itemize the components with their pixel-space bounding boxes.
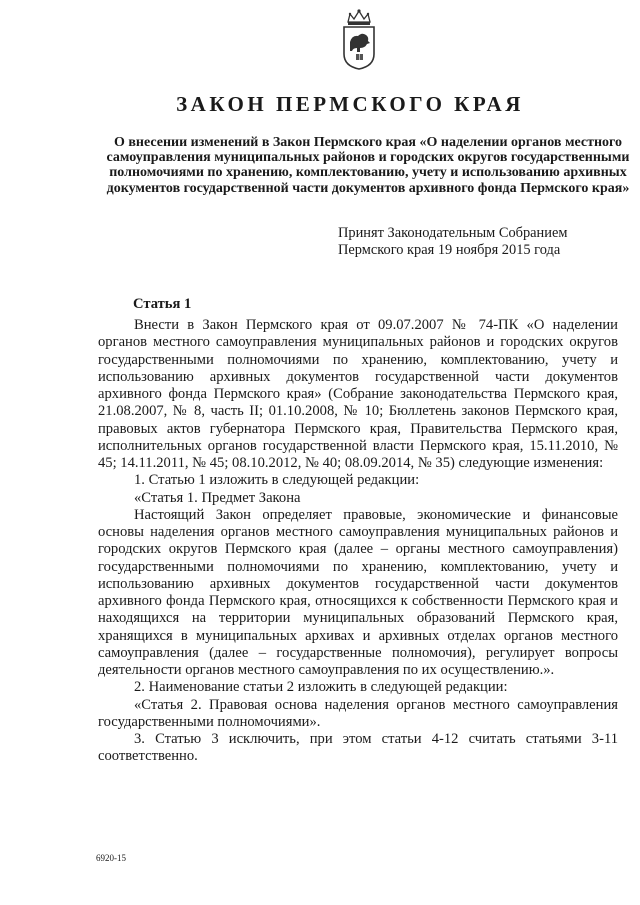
paragraph-article-1-text: Настоящий Закон определяет правовые, экономические и финансовые основы наделения органов местного самоуправления муниципальных районов и городских округов Пермского края (далее – органы местного самоуправления) государственными полномочиями по хранению, комплектованию, учету и использованию архивных документов государственной части документов архивного фонда Пермского края, относящихся к собственности Пермского края и находящихся на территории муниципальных образований Пермского края, хранящихся в муниципальных архивах и архивных отделах органов местного самоуправления (далее – государственные полномочия), регулирует вопросы деятельности органов местного самоуправления по их осуществлению.». <box>98 506 618 678</box>
adoption-line-1: Принят Законодательным Собранием <box>338 225 568 241</box>
paragraph-intro: Внести в Закон Пермского края от 09.07.2007 № 74-ПК «О наделении органов местного самоуправления муниципальных районов и городских округов государственными полномочиями по хранению, комплектованию, учету и использованию архивных документов государственной части документов архивного фонда Пермского края» (Собрание законодательства Пермского края, 21.08.2007, № 8, часть II; 01.10.2008, № 10; Бюллетень законов Пермского края, правовых актов губернатора Пермского края, Правительства Пермского края, исполнительных органов государственной власти Пермского края, 15.11.2010, № 45; 14.11.2011, № 45; 08.10.2012, № 40; 08.09.2014, № 35) следующие изменения: <box>98 317 618 471</box>
paragraph-amendment-3: 3. Статью 3 исключить, при этом статьи 4-12 считать статьями 3-11 соответственно. <box>98 731 618 765</box>
paragraph-article-1-title: «Статья 1. Предмет Закона <box>134 489 301 506</box>
coat-of-arms-emblem <box>340 8 378 70</box>
law-subtitle: О внесении изменений в Закон Пермского края «О наделении органов местного самоуправления муниципальных районов и городских округов государственными полномочиями по хранению, комплектованию, учету и использованию архивных документов государственной части документов архивного фонда Пермского края» <box>106 135 630 196</box>
adoption-line-2: Пермского края 19 ноября 2015 года <box>338 241 561 258</box>
paragraph-article-2-title: «Статья 2. Правовая основа наделения органов местного самоуправления государственными полномочиями». <box>98 696 618 730</box>
adoption-note <box>338 225 567 258</box>
paragraph-amendment-1: 1. Статью 1 изложить в следующей редакции: <box>134 472 420 489</box>
article-body <box>98 317 618 766</box>
article-heading: Статья 1 <box>133 296 192 312</box>
law-title: ЗАКОН ПЕРМСКОГО КРАЯ <box>176 92 524 116</box>
paragraph-amendment-2: 2. Наименование статьи 2 изложить в следующей редакции: <box>134 679 508 696</box>
document-number: 6920-15 <box>96 853 126 863</box>
